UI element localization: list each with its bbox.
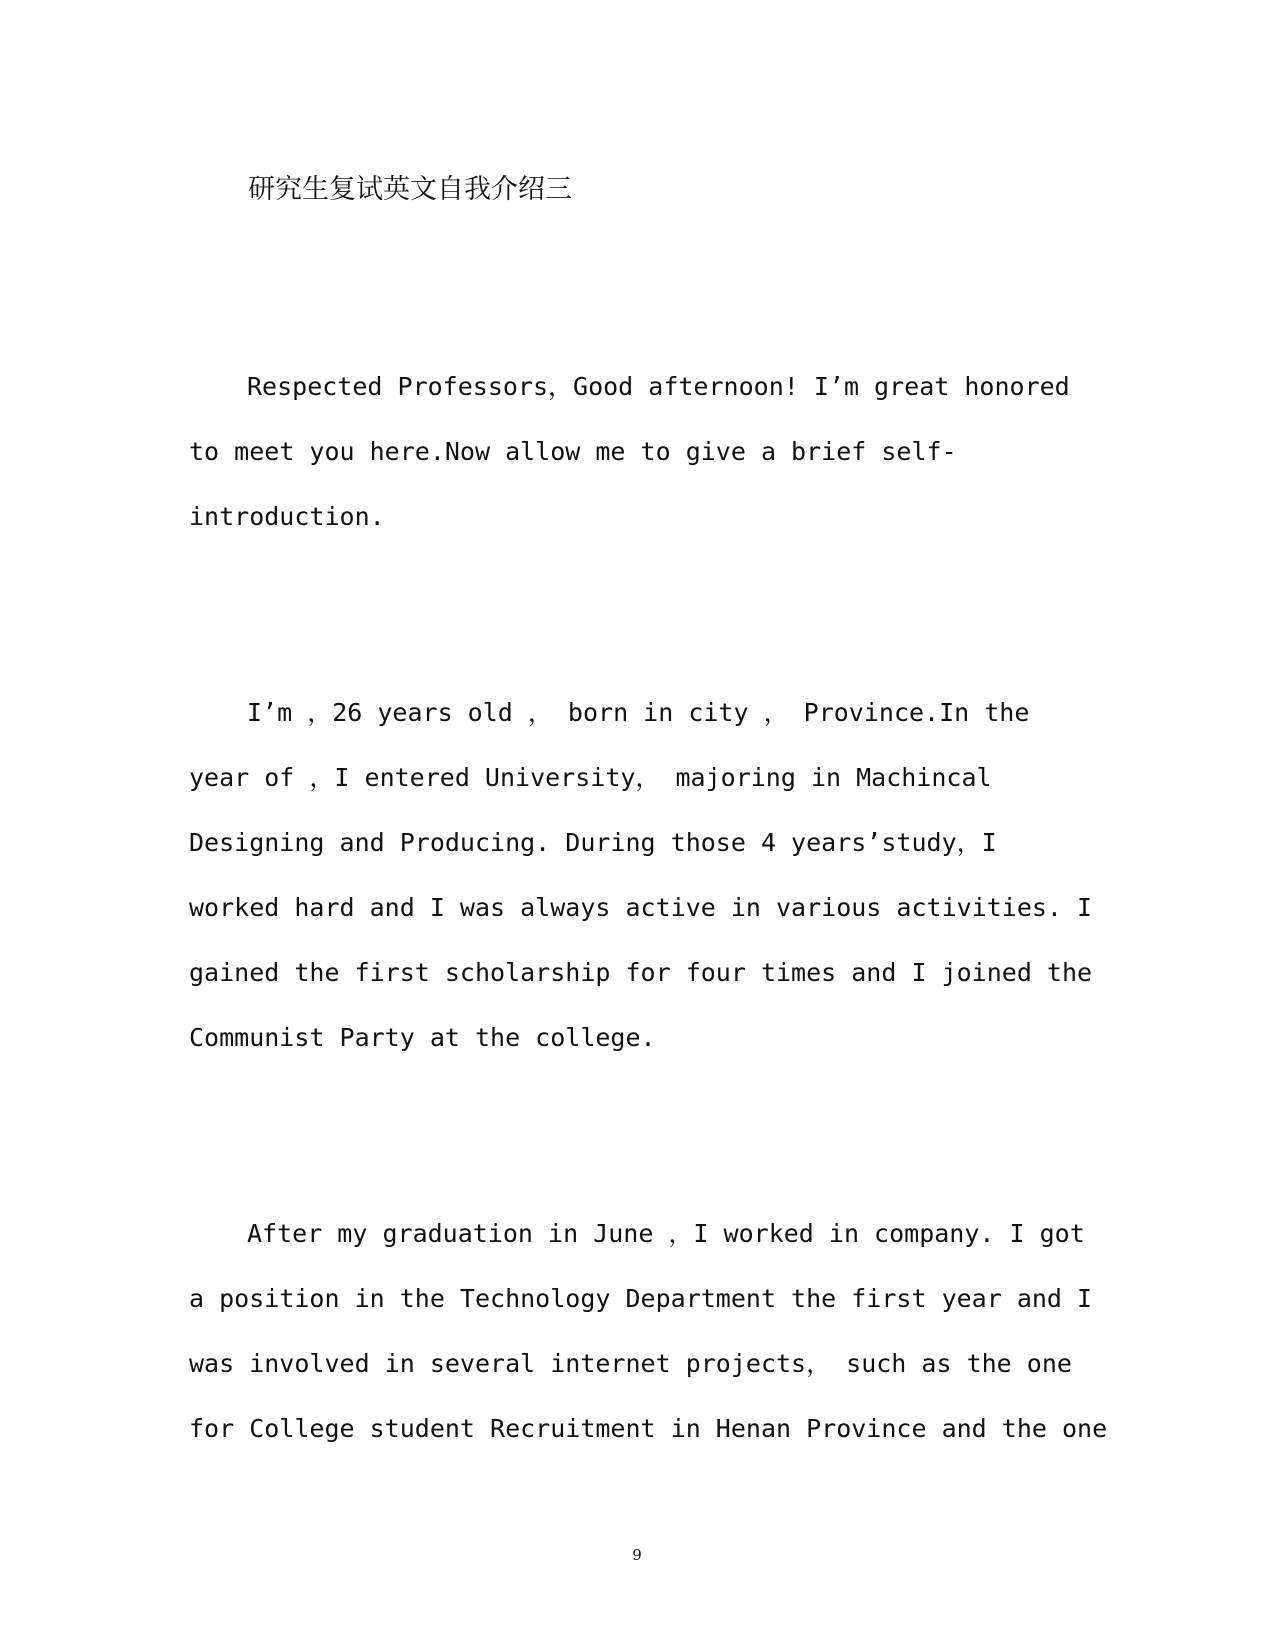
paragraph-line: I’m ，26 years old ， born in city ， Province.In the	[247, 698, 1030, 727]
paragraph-line: Designing and Producing. During those 4 years’study，I	[189, 828, 997, 857]
paragraph-line: Communist Party at the college.	[189, 1023, 656, 1052]
paragraph-line: Respected Professors，Good afternoon! I’m great honored	[247, 372, 1070, 401]
paragraph-line: After my graduation in June ，I worked in company. I got	[247, 1219, 1085, 1248]
paragraph-line: for College student Recruitment in Henan Province and the one	[189, 1414, 1108, 1443]
document-title: 研究生复试英文自我介绍三	[248, 174, 572, 205]
paragraph-line: year of ，I entered University， majoring in Machincal	[189, 763, 992, 792]
paragraph-line: worked hard and I was always active in various activities. I	[189, 893, 1093, 922]
paragraph-line: to meet you here.Now allow me to give a brief self-	[189, 437, 957, 466]
paragraph-line: a position in the Technology Department the first year and I	[189, 1284, 1093, 1313]
paragraph-line: gained the first scholarship for four times and I joined the	[189, 958, 1093, 987]
paragraph-line: was involved in several internet projects， such as the one	[189, 1349, 1072, 1378]
page-number: 9	[632, 1546, 642, 1564]
paragraph-line: introduction.	[189, 502, 385, 531]
